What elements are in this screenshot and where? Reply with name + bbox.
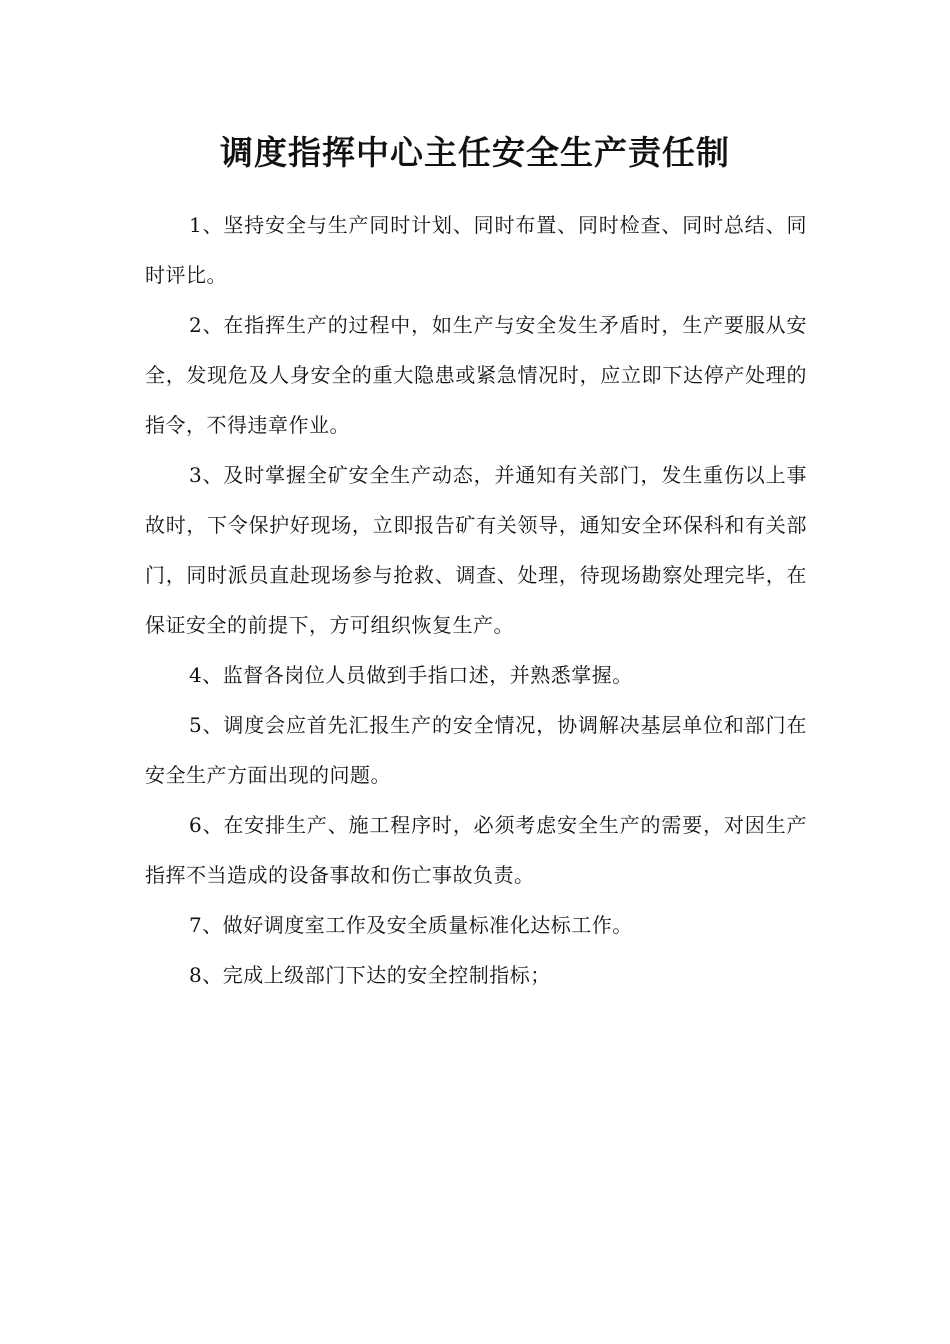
document-body bbox=[145, 200, 807, 1000]
clause-7: 7、做好调度室工作及安全质量标准化达标工作。 bbox=[189, 913, 633, 937]
clause-3: 3、及时掌握全矿安全生产动态，并通知有关部门，发生重伤以上事故时，下令保护好现场，立即报告矿有关领导，通知安全环保科和有关部门，同时派员直赴现场参与抢救、调查、处理，待现场勘察处理完毕，在保证安全的前提下，方可组织恢复生产。 bbox=[145, 463, 807, 637]
clause-4: 4、监督各岗位人员做到手指口述，并熟悉掌握。 bbox=[189, 663, 633, 687]
clause-1: 1、坚持安全与生产同时计划、同时布置、同时检查、同时总结、同时评比。 bbox=[145, 213, 807, 287]
clause-5: 5、调度会应首先汇报生产的安全情况，协调解决基层单位和部门在安全生产方面出现的问题。 bbox=[145, 713, 807, 787]
clause-2: 2、在指挥生产的过程中，如生产与安全发生矛盾时，生产要服从安全，发现危及人身安全的重大隐患或紧急情况时，应立即下达停产处理的指令，不得违章作业。 bbox=[145, 313, 807, 437]
clause-6: 6、在安排生产、施工程序时，必须考虑安全生产的需要，对因生产指挥不当造成的设备事故和伤亡事故负责。 bbox=[145, 813, 807, 887]
clause-8: 8、完成上级部门下达的安全控制指标； bbox=[189, 963, 551, 987]
document-title: 调度指挥中心主任安全生产责任制 bbox=[220, 133, 730, 172]
